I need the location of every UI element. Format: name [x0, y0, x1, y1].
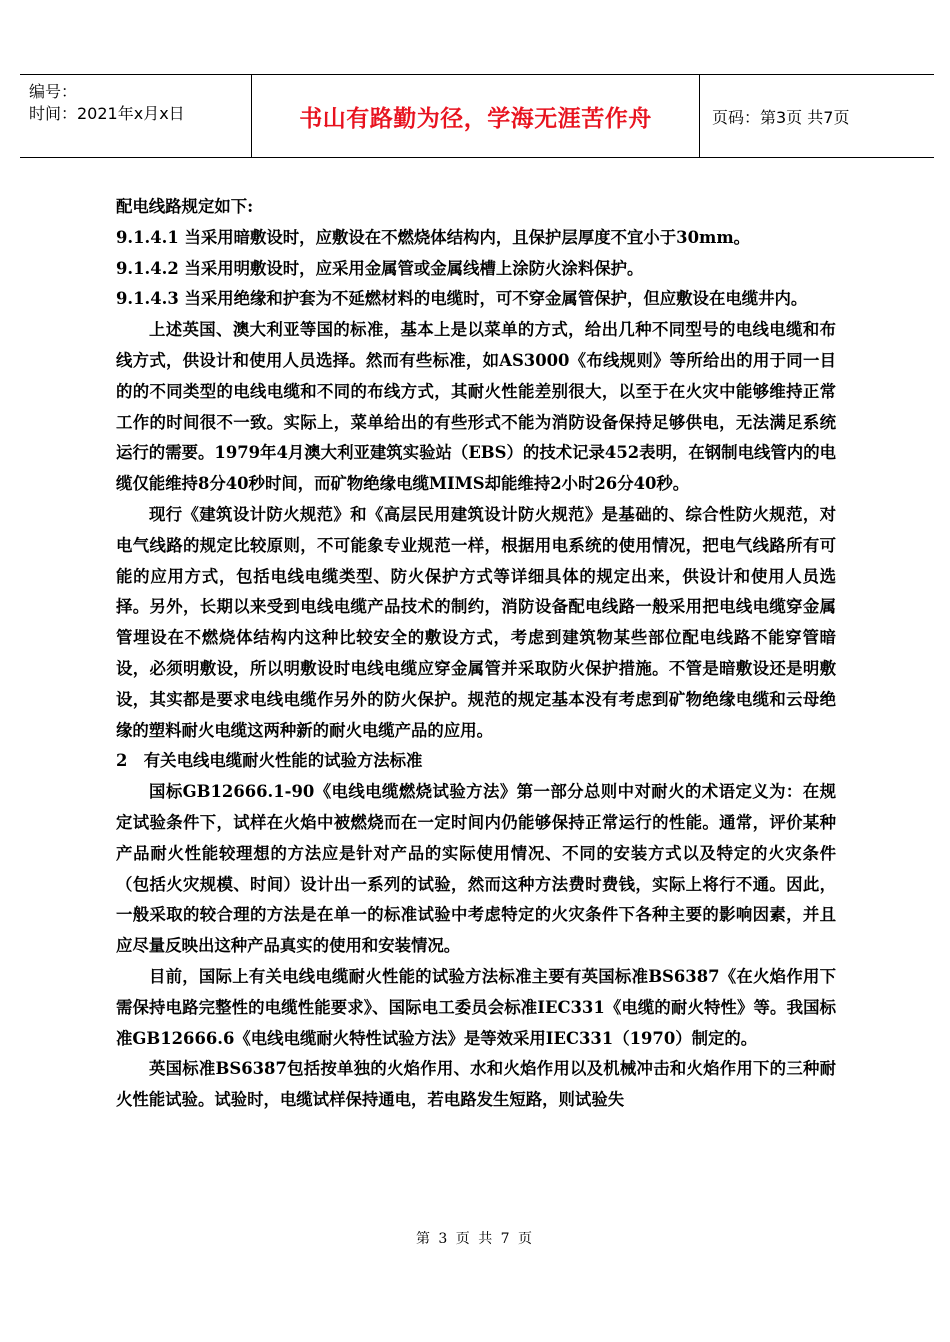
header-page-cell	[700, 75, 934, 157]
paragraph: 9.1.4.3 当采用绝缘和护套为不延燃材料的电缆时，可不穿金属管保护，但应敷设在电缆井内。	[116, 289, 808, 309]
paragraph: 国标GB12666.1-90《电线电缆燃烧试验方法》第一部分总则中对耐火的术语定义为：在规定试验条件下，试样在火焰中被燃烧而在一定时间内仍能够保持正常运行的性能。通常，评价某种产品耐火性能较理想的方法应是针对产品的实际使用情况、不同的安装方式以及特定的火灾条件（包括火灾规模、时间）设计出一系列的试验，然而这种方法费时费钱，实际上将行不通。因此，一般采取的较合理的方法是在单一的标准试验中考虑特定的火灾条件下各种主要的影响因素，并且应尽量反映出这种产品真实的使用和安装情况。	[116, 782, 836, 956]
paragraph: 目前，国际上有关电线电缆耐火性能的试验方法标准主要有英国标准BS6387《在火焰作用下需保持电路完整性的电缆性能要求》、国际电工委员会标准IEC331《电缆的耐火特性》等。我国标准GB12666.6《电线电缆耐火特性试验方法》是等效采用IEC331（1970）制定的。	[116, 966, 836, 1048]
header-motto: 书山有路勤为径，学海无涯苦作舟	[299, 105, 652, 132]
document-body	[116, 192, 836, 1116]
header-page-number: 页码：第3页 共7页	[712, 107, 850, 127]
document-time-label: 时间：2021年x月x日	[29, 104, 185, 123]
document-number-label: 编号：	[29, 82, 78, 101]
header-motto-cell	[252, 75, 700, 157]
paragraph: 9.1.4.2 当采用明敷设时，应采用金属管或金属线槽上涂防火涂料保护。	[116, 258, 644, 278]
paragraph: 9.1.4.1 当采用暗敷设时，应敷设在不燃烧体结构内，且保护层厚度不宜小于30mm。	[116, 227, 751, 247]
paragraph: 英国标准BS6387包括按单独的火焰作用、水和火焰作用以及机械冲击和火焰作用下的三种耐火性能试验。试验时，电缆试样保持通电，若电路发生短路，则试验失	[116, 1059, 836, 1110]
page-header	[20, 74, 934, 158]
header-meta-cell	[20, 75, 252, 157]
page-footer: 第 3 页 共 7 页	[415, 1231, 535, 1247]
section-heading: 2 有关电线电缆耐火性能的试验方法标准	[116, 751, 423, 771]
paragraph: 上述英国、澳大利亚等国的标准，基本上是以菜单的方式，给出几种不同型号的电线电缆和布线方式，供设计和使用人员选择。然而有些标准，如AS3000《布线规则》等所给出的用于同一目的的不同类型的电线电缆和不同的布线方式，其耐火性能差别很大，以至于在火灾中能够维持正常工作的时间很不一致。实际上，菜单给出的有些形式不能为消防设备保持足够供电，无法满足系统运行的需要。1979年4月澳大利亚建筑实验站（EBS）的技术记录452表明，在钢制电线管内的电缆仅能维持8分40秒时间，而矿物绝缘电缆MIMS却能维持2小时26分40秒。	[116, 320, 836, 494]
paragraph: 现行《建筑设计防火规范》和《高层民用建筑设计防火规范》是基础的、综合性防火规范，对电气线路的规定比较原则，不可能象专业规范一样，根据用电系统的使用情况，把电气线路所有可能的应用方式，包括电线电缆类型、防火保护方式等详细具体的规定出来，供设计和使用人员选择。另外，长期以来受到电线电缆产品技术的制约，消防设备配电线路一般采用把电线电缆穿金属管埋设在不燃烧体结构内这种比较安全的敷设方式，考虑到建筑物某些部位配电线路不能穿管暗设，必须明敷设，所以明敷设时电线电缆应穿金属管并采取防火保护措施。不管是暗敷设还是明敷设，其实都是要求电线电缆作另外的防火保护。规范的规定基本没有考虑到矿物绝缘电缆和云母绝缘的塑料耐火电缆这两种新的耐火电缆产品的应用。	[116, 504, 836, 740]
paragraph: 配电线路规定如下:	[116, 197, 254, 216]
